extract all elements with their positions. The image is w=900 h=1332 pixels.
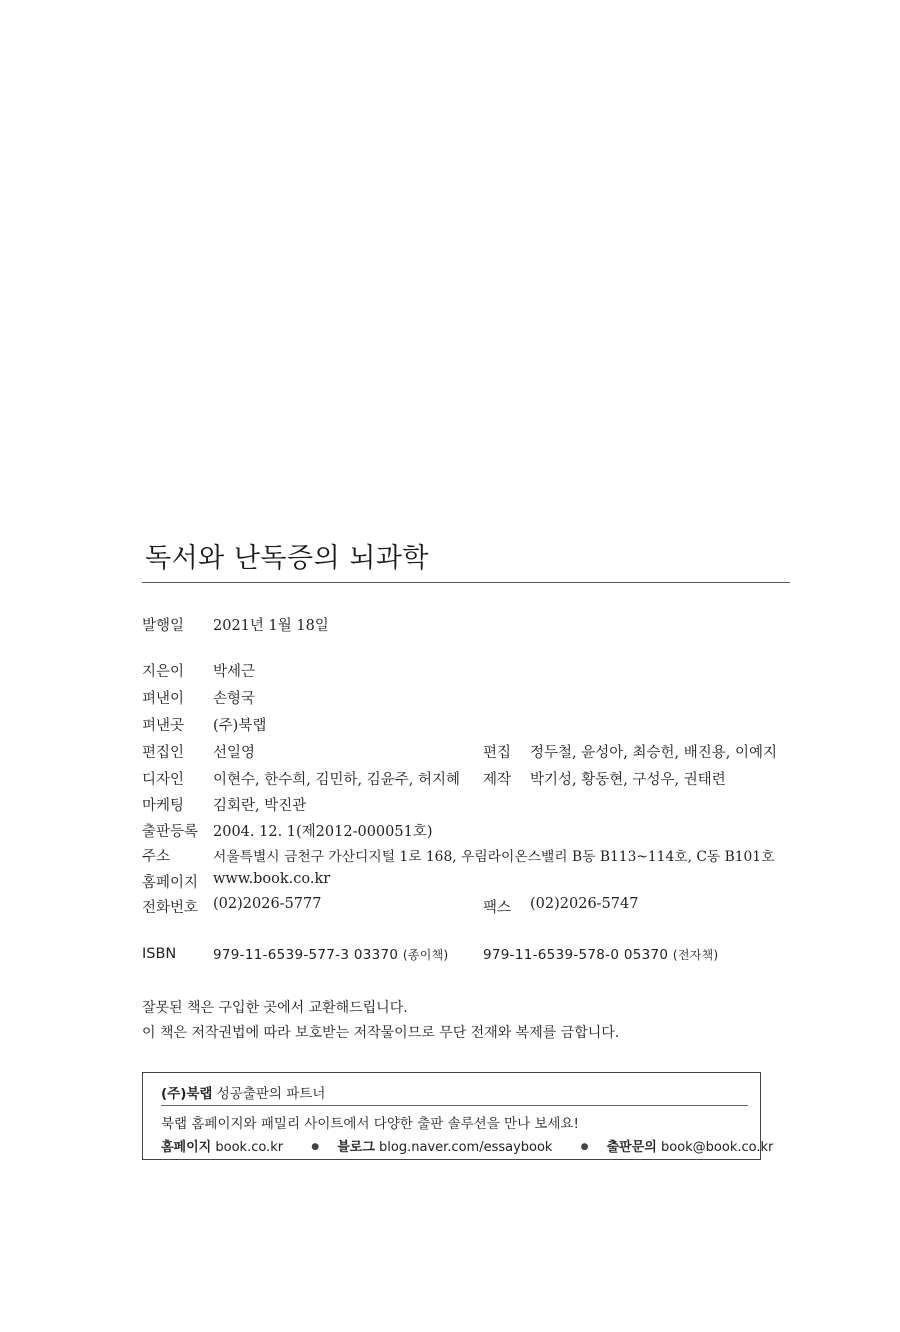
promo-divider [161,1105,748,1106]
homepage-value: www.book.co.kr [213,871,331,887]
promo-blog-link[interactable]: blog.naver.com/essaybook [379,1140,553,1155]
author-value: 박세근 [213,664,256,680]
fax-label: 팩스 [483,900,512,916]
isbn-paper [213,946,449,963]
registration-value: 2004. 12. 1(제2012-000051호) [213,824,433,840]
promo-blog-label: 블로그 [337,1140,375,1155]
copyright-notice: 이 책은 저작권법에 따라 보호받는 저작물이므로 무단 전재와 복제를 금합니다. [142,1025,620,1041]
title-divider [142,582,790,583]
production-value: 박기성, 황동현, 구성우, 권태련 [530,772,726,788]
registration-label: 출판등록 [142,824,199,840]
publisher-label: 펴낸이 [142,691,185,707]
promo-tagline: 성공출판의 파트너 [216,1086,326,1102]
promo-brand: (주)북랩 [161,1086,213,1102]
isbn-label: ISBN [142,946,177,962]
edit-value: 정두철, 윤성아, 최승헌, 배진용, 이예지 [530,745,777,761]
press-value: (주)북랩 [213,718,267,734]
publish-date-value: 2021년 1월 18일 [213,618,329,634]
homepage-label: 홈페이지 [142,875,199,891]
phone-value: (02)2026-5777 [213,896,322,912]
promo-box [142,1072,774,1160]
isbn-ebook-note: (전자책) [672,948,719,962]
publisher-value: 손형국 [213,691,256,707]
press-label: 펴낸곳 [142,718,185,734]
marketing-value: 김회란, 박진관 [213,798,307,814]
author-label: 지은이 [142,664,185,680]
fax-value: (02)2026-5747 [530,896,639,912]
phone-label: 전화번호 [142,900,199,916]
editor-value: 선일영 [213,745,256,761]
promo-homepage-link[interactable]: book.co.kr [215,1140,284,1155]
address-label: 주소 [142,849,171,865]
production-label: 제작 [483,772,512,788]
bullet-icon: ● [580,1142,589,1152]
bullet-icon: ● [311,1142,320,1152]
promo-inquiry-link[interactable]: book@book.co.kr [660,1140,774,1155]
publish-date-label: 발행일 [142,618,185,634]
address-value: 서울특별시 금천구 가산디지털 1로 168, 우림라이온스밸리 B동 B113~114호, C동 B101호 [213,849,775,865]
marketing-label: 마케팅 [142,798,185,814]
design-value: 이현수, 한수희, 김민하, 김윤주, 허지혜 [213,772,460,788]
promo-homepage-label: 홈페이지 [161,1140,212,1155]
edit-label: 편집 [483,745,512,761]
isbn-ebook-number: 979-11-6539-578-0 05370 [483,947,669,963]
exchange-notice: 잘못된 책은 구입한 곳에서 교환해드립니다. [142,1000,408,1016]
isbn-paper-number: 979-11-6539-577-3 03370 [213,947,399,963]
promo-header [161,1082,325,1102]
editor-label: 편집인 [142,745,185,761]
book-title: 독서와 난독증의 뇌과학 [145,543,429,574]
isbn-paper-note: (종이책) [402,948,449,962]
promo-links [161,1136,773,1155]
design-label: 디자인 [142,772,185,788]
isbn-ebook [483,946,719,963]
promo-inquiry-label: 출판문의 [606,1140,657,1155]
promo-description: 북랩 홈페이지와 패밀리 사이트에서 다양한 출판 솔루션을 만나 보세요! [161,1116,579,1132]
